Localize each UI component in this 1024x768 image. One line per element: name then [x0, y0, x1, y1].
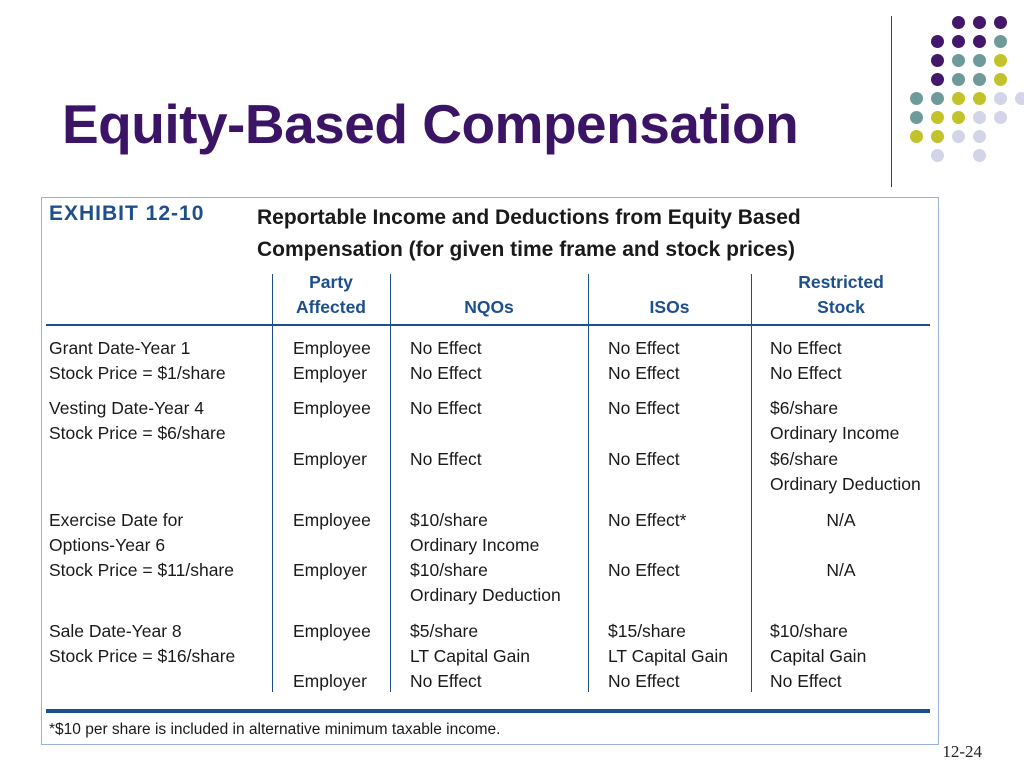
table-cell: Stock Price = $1/share — [49, 363, 226, 383]
table-cell: Capital Gain — [770, 646, 867, 666]
table-cell: Employee — [293, 338, 371, 358]
table-cell: Employee — [293, 398, 371, 418]
table-cell: No Effect — [770, 671, 842, 691]
header-nqos: NQOs — [464, 297, 514, 317]
table-cell: $6/share — [770, 398, 839, 418]
decorative-dot — [952, 92, 965, 105]
header-rule — [46, 324, 930, 326]
table-cell: N/A — [826, 560, 856, 580]
decorative-dot — [952, 111, 965, 124]
decorative-dot — [952, 35, 965, 48]
decorative-divider — [891, 16, 892, 187]
decorative-dot — [952, 54, 965, 67]
decorative-dot — [910, 130, 923, 143]
decorative-dot — [952, 73, 965, 86]
table-cell: No Effect — [770, 338, 842, 358]
decorative-dot — [1015, 92, 1024, 105]
table-cell: Employee — [293, 510, 371, 530]
table-cell: Vesting Date-Year 4 — [49, 398, 205, 418]
decorative-dot — [994, 35, 1007, 48]
table-cell: $6/share — [770, 449, 839, 469]
table-cell: $15/share — [608, 621, 686, 641]
table-cell: No Effect — [608, 338, 680, 358]
column-separator — [272, 274, 273, 692]
decorative-dot — [910, 111, 923, 124]
table-cell: No Effect — [608, 671, 680, 691]
decorative-dot — [973, 35, 986, 48]
table-cell: Employer — [293, 560, 367, 580]
table-cell: No Effect — [410, 671, 482, 691]
table-cell: No Effect — [410, 398, 482, 418]
slide-title: Equity-Based Compensation — [62, 93, 799, 155]
table-cell: $5/share — [410, 621, 479, 641]
table-cell: No Effect — [410, 338, 482, 358]
table-cell: Ordinary Deduction — [410, 585, 561, 605]
decorative-dot — [931, 35, 944, 48]
decorative-dot — [973, 54, 986, 67]
decorative-dot — [973, 16, 986, 29]
table-cell: Employer — [293, 363, 367, 383]
decorative-dot — [910, 92, 923, 105]
table-cell: Ordinary Income — [410, 535, 540, 555]
footer-rule — [46, 709, 930, 713]
decorative-dot — [931, 73, 944, 86]
decorative-dot — [994, 54, 1007, 67]
decorative-dot — [973, 73, 986, 86]
exhibit-label: EXHIBIT 12-10 — [49, 202, 205, 225]
exhibit-table — [41, 197, 939, 745]
decorative-dot — [931, 130, 944, 143]
decorative-dot — [952, 16, 965, 29]
table-cell: No Effect — [608, 449, 680, 469]
table-cell: LT Capital Gain — [608, 646, 728, 666]
decorative-dot — [973, 149, 986, 162]
decorative-dot — [994, 111, 1007, 124]
table-cell: Ordinary Income — [770, 423, 900, 443]
table-cell: No Effect — [608, 363, 680, 383]
header-restricted-line2: Stock — [817, 297, 865, 317]
decorative-dot — [931, 92, 944, 105]
table-cell: No Effect — [608, 398, 680, 418]
header-party-line1: Party — [309, 272, 353, 292]
table-cell: No Effect — [410, 363, 482, 383]
decorative-dot — [994, 16, 1007, 29]
table-cell: Stock Price = $16/share — [49, 646, 236, 666]
table-cell: Options-Year 6 — [49, 535, 166, 555]
header-restricted-line1: Restricted — [798, 272, 884, 292]
page-number: 12-24 — [942, 742, 982, 761]
table-cell: Employee — [293, 621, 371, 641]
table-cell: Exercise Date for — [49, 510, 184, 530]
table-cell: No Effect — [770, 363, 842, 383]
table-cell: Employer — [293, 671, 367, 691]
table-cell: Stock Price = $11/share — [49, 560, 234, 580]
decorative-dot — [973, 92, 986, 105]
table-cell: Ordinary Deduction — [770, 474, 921, 494]
decorative-dot — [931, 54, 944, 67]
column-separator — [588, 274, 589, 692]
table-cell: $10/share — [410, 560, 488, 580]
decorative-dot — [931, 111, 944, 124]
decorative-dot — [973, 111, 986, 124]
table-cell: Employer — [293, 449, 367, 469]
table-cell: LT Capital Gain — [410, 646, 530, 666]
table-cell: No Effect* — [608, 510, 687, 530]
footnote: *$10 per share is included in alternative minimum taxable income. — [49, 721, 501, 738]
decorative-dot — [952, 130, 965, 143]
table-cell: $10/share — [770, 621, 848, 641]
exhibit-title-line2: Compensation (for given time frame and stock prices) — [257, 238, 795, 261]
table-cell: N/A — [826, 510, 856, 530]
table-cell: Grant Date-Year 1 — [49, 338, 191, 358]
table-cell: No Effect — [608, 560, 680, 580]
header-isos: ISOs — [649, 297, 690, 317]
table-cell: No Effect — [410, 449, 482, 469]
exhibit-title — [257, 202, 801, 266]
column-separator — [390, 274, 391, 692]
exhibit-title-line1: Reportable Income and Deductions from Equity Based — [257, 206, 801, 229]
table-cell: $10/share — [410, 510, 488, 530]
decorative-dot — [994, 73, 1007, 86]
decorative-dot — [931, 149, 944, 162]
table-cell: Sale Date-Year 8 — [49, 621, 182, 641]
table-cell: Stock Price = $6/share — [49, 423, 226, 443]
column-separator — [751, 274, 752, 692]
header-party-line2: Affected — [295, 297, 366, 317]
decorative-dot — [973, 130, 986, 143]
decorative-dot — [994, 92, 1007, 105]
